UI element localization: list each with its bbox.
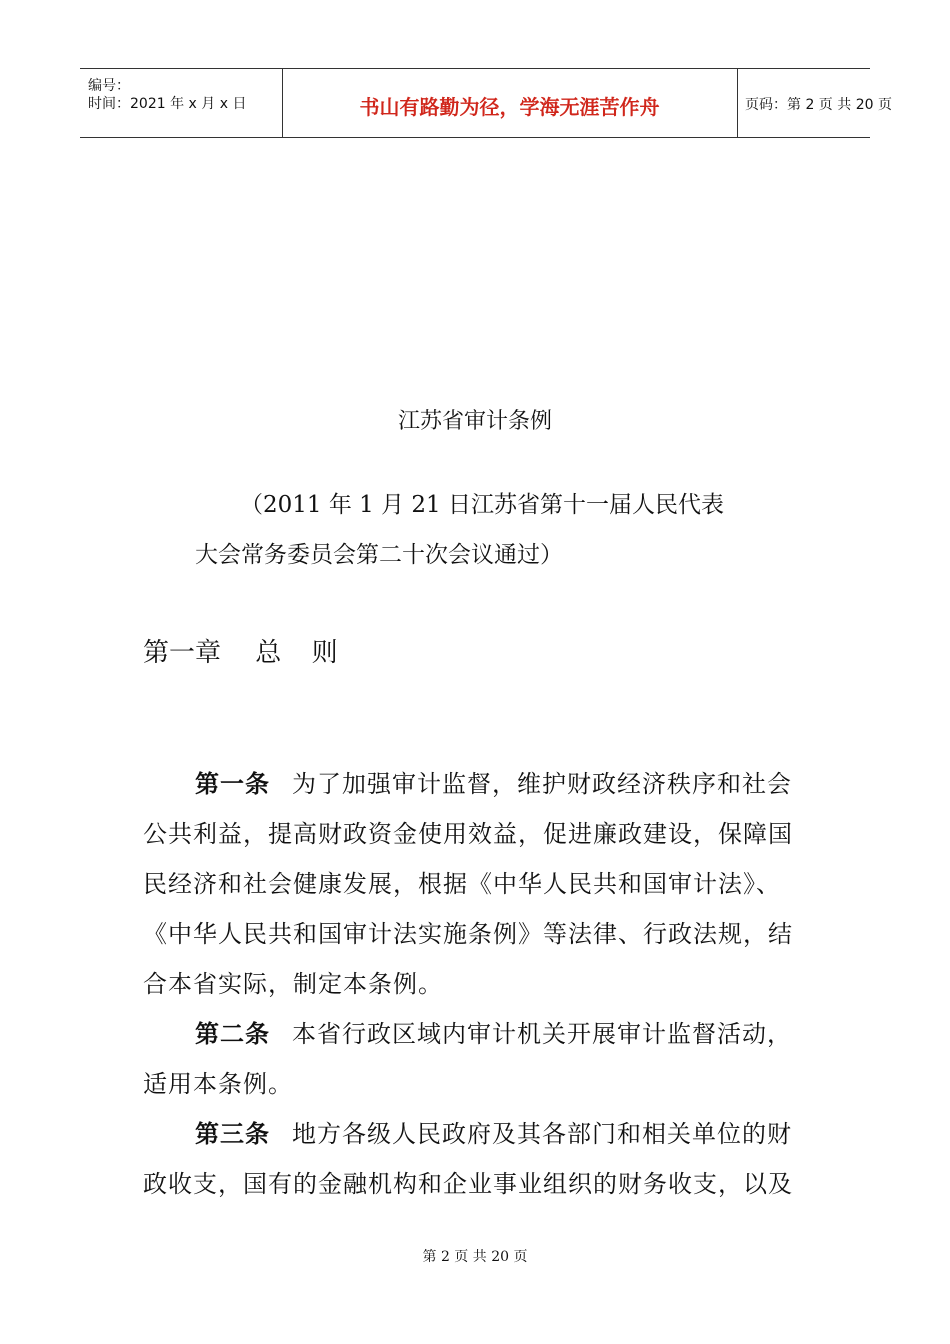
header-page-label: 页码：第 2 页 共 20 页 — [745, 97, 892, 113]
page-header — [80, 68, 892, 138]
document-title: 江苏省审计条例 — [397, 409, 552, 434]
article-2-line-2: 适用本条例。 — [143, 1070, 293, 1098]
header-page-cell — [737, 69, 892, 137]
article-1-line-4: 《中华人民共和国审计法实施条例》等法律、行政法规，结 — [143, 920, 793, 948]
article-1-line-1 — [195, 764, 792, 799]
article-2-line-1 — [195, 1014, 792, 1049]
document-number-label: 编号： — [88, 78, 130, 94]
subtitle-line-1: （2011 年 1 月 21 日江苏省第十一届人民代表 — [240, 492, 724, 518]
page-footer: 第 2 页 共 20 页 — [422, 1249, 528, 1265]
article-1-line-3: 民经济和社会健康发展，根据《中华人民共和国审计法》、 — [143, 870, 781, 898]
motto-text: 书山有路勤为径，学海无涯苦作舟 — [359, 95, 660, 119]
article-3-text-1: 地方各级人民政府及其各部门和相关单位的财 — [292, 1120, 792, 1148]
chapter-heading — [143, 632, 338, 669]
article-1-label: 第一条 — [195, 770, 270, 798]
chapter-name-first-char: 总 — [255, 638, 282, 668]
subtitle-line-2: 大会常务委员会第二十次会议通过） — [195, 542, 563, 568]
article-3-line-1 — [195, 1114, 792, 1149]
article-3-label: 第三条 — [195, 1120, 270, 1148]
header-motto-cell — [282, 69, 738, 137]
article-1-text-1: 为了加强审计监督，维护财政经济秩序和社会 — [292, 770, 792, 798]
document-time-label: 时间：2021 年 x 月 x 日 — [88, 96, 247, 112]
article-1-line-2: 公共利益，提高财政资金使用效益，促进廉政建设，保障国 — [143, 820, 793, 848]
article-2-text-1: 本省行政区域内审计机关开展审计监督活动， — [292, 1020, 792, 1048]
article-3-line-2: 政收支，国有的金融机构和企业事业组织的财务收支，以及 — [143, 1170, 793, 1198]
article-1-line-5: 合本省实际，制定本条例。 — [143, 970, 443, 998]
chapter-number: 第一章 — [143, 638, 222, 668]
header-info-cell — [80, 69, 283, 137]
chapter-name-second-char: 则 — [311, 638, 338, 668]
article-2-label: 第二条 — [195, 1020, 270, 1048]
